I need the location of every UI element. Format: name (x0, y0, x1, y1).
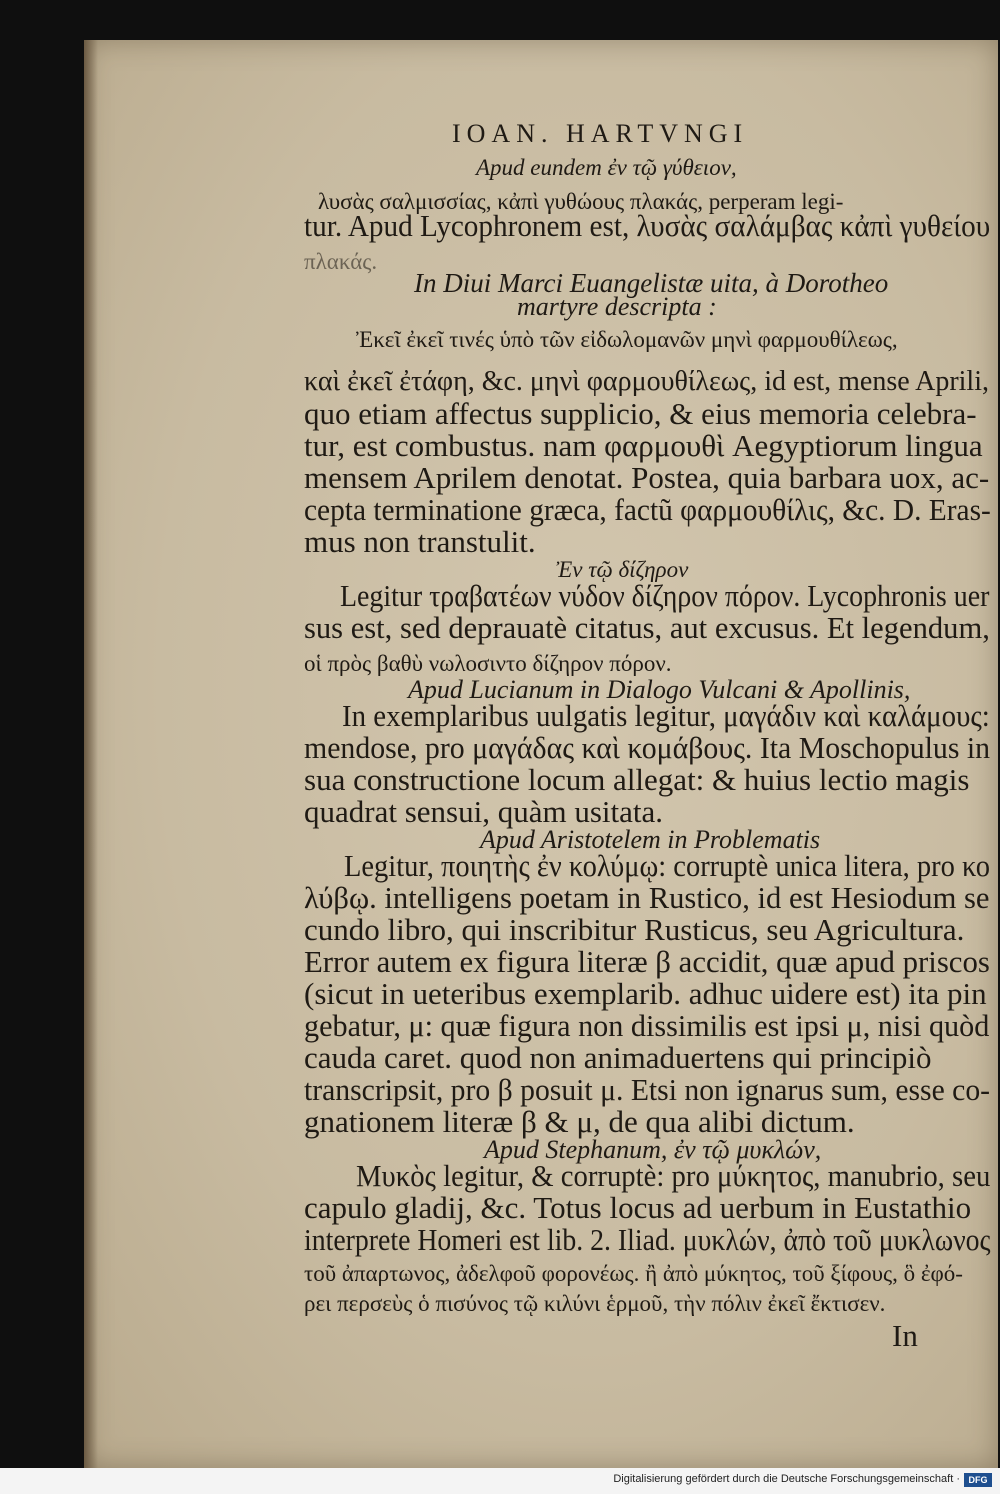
text-line: gebatur, μ: quæ figura non dissimilis est ipsi μ, nisi quòd (304, 1008, 990, 1043)
text-line: capulo gladij, &c. Totus locus ad uerbum in Eustathio (304, 1190, 972, 1225)
section-heading: Ἐν τῷ δίζηρον (556, 557, 689, 582)
section-heading: Apud Stephanum, ἐν τῷ μυκλών, (484, 1135, 822, 1164)
text-line: καὶ ἐκεῖ ἐτάφη, &c. μηνὶ φαρμουθίλεως, id est, mense Aprili, (304, 366, 989, 397)
dfg-logo: DFG (964, 1473, 992, 1487)
text-line: πλακάς. (304, 249, 378, 274)
text-line: sus est, sed deprauatè citatus, aut excusus. Et legendum, (304, 610, 990, 645)
text-line: tur. Apud Lycophronem est, λυσὰς σαλάμβας κἀπὶ γυθείου (304, 208, 991, 243)
catchword: In (892, 1318, 918, 1353)
text-line: interprete Homeri est lib. 2. Iliad. μυκλών, ἀπὸ τοῦ μυκλωνος (304, 1222, 991, 1257)
text-line: transcripsit, pro β posuit μ. Etsi non ignarus sum, esse co- (304, 1072, 991, 1107)
text-line: gnationem literæ β & μ, de qua alibi dictum. (304, 1104, 855, 1139)
section-heading: Apud Aristotelem in Problematis (480, 825, 821, 854)
section-heading: martyre descripta : (517, 292, 717, 321)
text-line: Legitur, ποιητὴς ἐν κολύμῳ: corruptè unica litera, pro κο (344, 848, 990, 883)
funding-note: Digitalisierung gefördert durch die Deutsche Forschungsgemeinschaft · (613, 1473, 960, 1485)
text-line: λύβῳ. intelligens poetam in Rustico, id est Hesiodum se (304, 880, 990, 915)
text-line: Error autem ex figura literæ β accidit, quæ apud priscos (304, 944, 990, 979)
text-line: Μυκὸς legitur, & corruptè: pro μύκητος, manubrio, seu (356, 1158, 991, 1193)
text-line: τοῦ ἀπαρτωνος, ἀδελφοῦ φορονέως. ἢ ἀπὸ μύκητος, τοῦ ξίφους, ὃ ἐφό- (304, 1261, 963, 1286)
text-line: mendose, pro μαγάδας καὶ κομάβους. Ita Moschopulus in (304, 730, 991, 765)
text-line: quadrat sensui, quàm usitata. (304, 794, 663, 829)
text-line: sua constructione locum allegat: & huius lectio magis (304, 762, 970, 797)
running-head: IOAN. HARTVNGI (452, 119, 749, 148)
page-gutter-shadow (84, 40, 98, 1468)
text-line: cepta terminatione græca, factũ φαρμουθίλις, &c. D. Eras- (304, 492, 991, 527)
text-line: οἱ πρὸς βαθὺ νωλοσιντο δίζηρον πόρον. (304, 651, 672, 676)
text-line: Ἐκεῖ ἐκεῖ τινές ὑπὸ τῶν εἰδωλομανῶν μηνὶ φαρμουθίλεως, (356, 327, 898, 352)
footer-bar (0, 1468, 1000, 1494)
text-line: λυσὰς σαλμισσίας, κἀπὶ γυθώους πλακάς, perperam legi- (318, 189, 844, 214)
text-line: Apud eundem ἐν τῷ γύθειον, (476, 155, 737, 180)
text-line: (sicut in ueteribus exemplarib. adhuc uidere est) ita pin (304, 976, 987, 1011)
section-heading: In Diui Marci Euangelistæ uita, à Dorotheo (414, 268, 889, 298)
text-line: mus non transtulit. (304, 524, 536, 559)
text-line: mensem Aprilem denotat. Postea, quia barbara uox, ac- (304, 460, 990, 495)
text-line: cundo libro, qui inscribitur Rusticus, seu Agricultura. (304, 912, 965, 947)
text-line: tur, est combustus. nam φαρμουθὶ Aegyptiorum lingua (304, 428, 983, 463)
text-line: cauda caret. quod non animaduertens qui principiò (304, 1040, 932, 1075)
text-line: ρει περσεὺς ὁ πισύνος τῷ κιλύνι ἑρμοῦ, τὴν πόλιν ἐκεῖ ἔκτισεν. (304, 1291, 886, 1316)
text-line: Legitur τραβατέων νύδον δίζηρον πόρον. Lycophronis uer (340, 578, 990, 613)
text-line: quo etiam affectus supplicio, & eius memoria celebra- (304, 396, 977, 431)
section-heading: Apud Lucianum in Dialogo Vulcani & Apollinis, (408, 675, 911, 704)
text-line: In exemplaribus uulgatis legitur, μαγάδιν καὶ καλάμους: (342, 698, 990, 733)
